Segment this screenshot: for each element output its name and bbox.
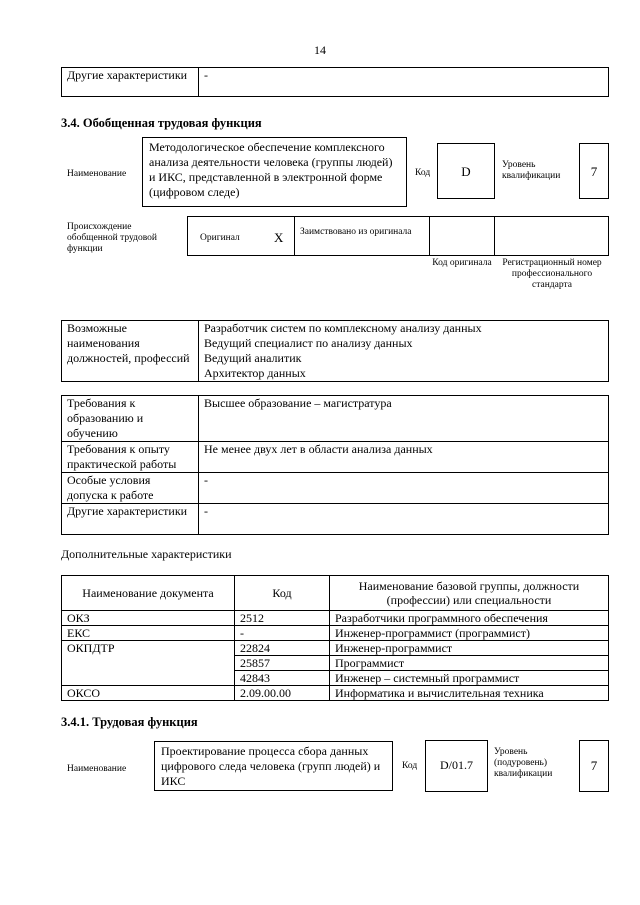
origin-borrowed-label: Заимствовано из оригинала [300,227,412,237]
origin-code-cell [429,216,495,256]
row-name: Инженер-программист (программист) [330,626,609,641]
additional-header-code: Код [235,576,330,611]
origin-code-label: Код оригинала [432,258,492,268]
tf-level-label: Уровень (подуровень) квалификации [494,747,553,779]
req-conditions-label: Особые условия допуска к работе [62,473,199,504]
row-name: Инженер – системный программист [330,671,609,686]
gtf-name-value: Методологическое обеспечение комплексного анализа деятельности человека (группы людей) и ИКС, представленной в электронной форме (цифровом следе) [149,140,393,199]
origin-borrowed-cell [294,216,430,256]
req-other-label: Другие характеристики [62,504,199,535]
row-code: 42843 [235,671,330,686]
gtf-level-label: Уровень квалификации [502,160,561,181]
row-code: 22824 [235,641,330,656]
req-experience-label: Требования к опыту практической работы [62,442,199,473]
tf-level-box [579,740,609,792]
position-item: Ведущий специалист по анализу данных [204,336,413,350]
req-other-value: - [199,504,609,535]
positions-table [61,320,609,382]
tf-code-value: D/01.7 [440,758,473,772]
row-doc: ЕКС [62,626,235,641]
positions-list [199,321,609,382]
req-education-value: Высшее образование – магистратура [199,396,609,442]
origin-original-cell [187,216,295,256]
row-doc: ОКСО [62,686,235,701]
origin-reg-label: Регистрационный номер профессионального стандарта [502,258,602,290]
top-other-label: Другие характеристики [62,68,199,97]
origin-reg-cell [494,216,609,256]
position-item: Ведущий аналитик [204,351,302,365]
req-education-label: Требования к образованию и обучению [62,396,199,442]
row-code: 2.09.00.00 [235,686,330,701]
table-row [62,626,609,641]
section-3-4-1-heading: 3.4.1. Трудовая функция [61,715,198,729]
tf-code-label: Код [402,761,418,771]
row-name: Разработчики программного обеспечения [330,611,609,626]
row-code: 25857 [235,656,330,671]
row-name: Информатика и вычислительная техника [330,686,609,701]
tf-name-value: Проектирование процесса сбора данных цифрового следа человека (групп людей) и ИКС [161,744,381,788]
tf-name-label: Наименование [67,764,127,774]
gtf-code-value: D [461,164,471,179]
req-conditions-value: - [199,473,609,504]
additional-header-name: Наименование базовой группы, должности (профессии) или специальности [330,576,609,611]
top-other-characteristics-table [61,67,609,97]
additional-header-doc: Наименование документа [62,576,235,611]
requirements-table [61,395,609,535]
tf-name-box [154,741,393,791]
tf-code-box [425,740,488,792]
additional-title: Дополнительные характеристики [61,547,232,561]
row-code: 2512 [235,611,330,626]
gtf-code-box [437,143,495,199]
gtf-level-box [579,143,609,199]
additional-table [61,575,609,701]
position-item: Архитектор данных [204,366,306,380]
position-item: Разработчик систем по комплексному анализу данных [204,321,482,335]
table-row [62,641,609,656]
tf-level-value: 7 [590,758,598,773]
gtf-origin-label: Происхождение обобщенной трудовой функции [67,222,157,254]
gtf-code-label: Код [415,168,431,178]
gtf-level-value: 7 [590,164,598,179]
table-row [62,686,609,701]
row-doc: ОКПДТР [62,641,235,686]
row-name: Инженер-программист [330,641,609,656]
gtf-name-label: Наименование [67,169,127,179]
origin-original-label: Оригинал [200,233,240,243]
row-doc: ОКЗ [62,611,235,626]
positions-label: Возможные наименования должностей, профессий [62,321,199,382]
table-row [62,611,609,626]
origin-original-mark: X [274,230,284,245]
top-other-value: - [199,68,609,97]
row-name: Программист [330,656,609,671]
section-3-4-heading: 3.4. Обобщенная трудовая функция [61,116,262,130]
page-number: 14 [314,43,326,57]
req-experience-value: Не менее двух лет в области анализа данных [199,442,609,473]
row-code: - [235,626,330,641]
gtf-name-box [142,137,407,207]
